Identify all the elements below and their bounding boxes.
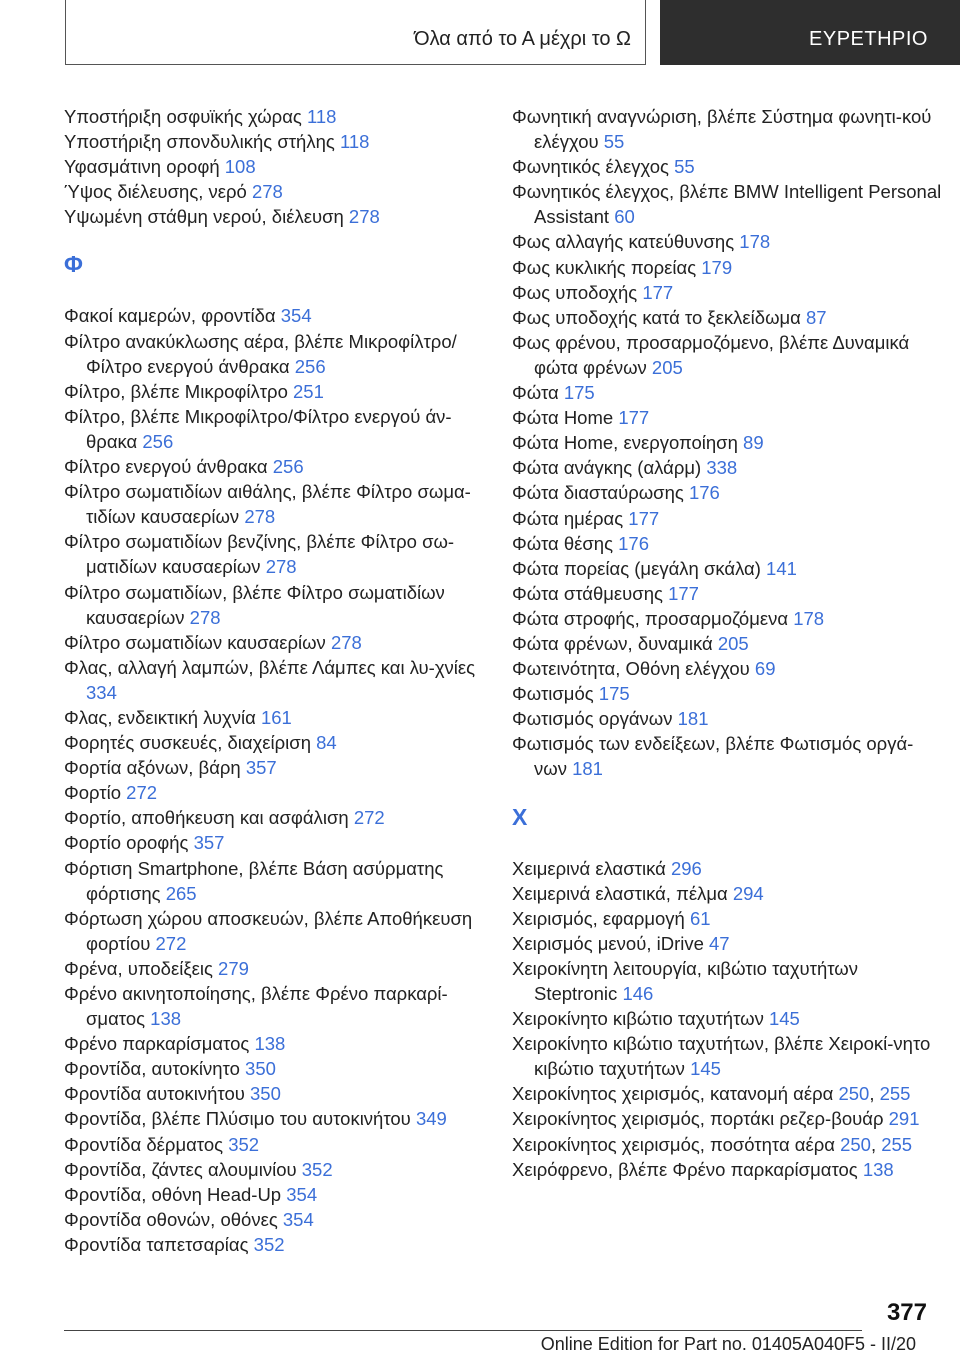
page-link[interactable]: 138 — [254, 1033, 286, 1055]
index-entry — [64, 1157, 494, 1182]
page-link[interactable]: 250 — [840, 1133, 871, 1155]
index-entry-text: Χειρισμός μενού, iDrive — [512, 932, 704, 954]
index-entry-text: Φόρτιση Smartphone, βλέπε Βάση ασύρματης φόρτισης — [64, 857, 444, 904]
page-link[interactable]: 55 — [603, 131, 625, 153]
index-entry-text: Φίλτρο σωματιδίων αιθάλης, βλέπε Φίλτρο σωμα‐τιδίων καυσαερίων — [64, 481, 471, 528]
page-link[interactable]: 278 — [348, 206, 380, 228]
index-entry — [64, 805, 494, 830]
index-entry-text: Φλας, αλλαγή λαμπών, βλέπε Λάμπες και λυ‐χνίες — [64, 656, 476, 678]
index-entry-text: Υποστήριξη σπονδυλικής στήλης — [64, 131, 335, 153]
index-entry-text: Χειμερινά ελαστικά, πέλμα — [512, 882, 728, 904]
index-entry-text: Φίλτρο, βλέπε Μικροφίλτρο — [64, 380, 288, 402]
page-link[interactable]: 256 — [294, 355, 326, 377]
index-entry — [64, 154, 494, 179]
index-entry — [512, 1081, 942, 1106]
page-link[interactable]: 205 — [651, 356, 683, 378]
index-entry — [64, 1056, 494, 1081]
index-entry-text: Φίλτρο ανακύκλωσης αέρα, βλέπε Μικροφίλτρο/Φίλτρο ενεργού άνθρακα — [64, 330, 457, 377]
page-link[interactable]: 177 — [628, 507, 660, 529]
page-link[interactable]: 177 — [668, 582, 699, 604]
page-link[interactable]: 181 — [572, 758, 603, 780]
page-link[interactable]: 296 — [670, 857, 702, 879]
index-entry — [64, 755, 494, 780]
index-entry-text: Υψωμένη στάθμη νερού, διέλευση — [64, 206, 344, 228]
index-entry-text: Φωτισμός οργάνων — [512, 708, 673, 730]
page-link[interactable]: 278 — [330, 631, 362, 653]
index-entry — [64, 379, 494, 404]
index-entry — [512, 1031, 942, 1081]
index-entry-text: Φώτα θέσης — [512, 532, 613, 554]
index-column-right — [512, 104, 942, 1182]
index-entry-text: Φως υποδοχής — [512, 281, 638, 303]
page-link[interactable]: 178 — [739, 231, 771, 253]
page-link[interactable]: 278 — [251, 181, 283, 203]
index-entry — [64, 1207, 494, 1232]
page-link[interactable]: 176 — [618, 532, 649, 554]
index-letter-heading: Χ — [512, 803, 528, 830]
index-letter-heading: Φ — [64, 251, 83, 278]
page-link[interactable]: 141 — [766, 557, 797, 579]
page-separator: , — [869, 1083, 875, 1105]
index-entry — [512, 656, 942, 681]
page-link[interactable]: 255 — [879, 1083, 911, 1105]
page-link[interactable]: 178 — [793, 607, 825, 629]
index-entry-text: Φώτα — [512, 382, 559, 404]
index-entry-text: Φροντίδα, ζάντες αλουμινίου — [64, 1158, 297, 1180]
page-link[interactable]: 89 — [743, 432, 764, 454]
index-entry — [512, 480, 942, 505]
index-entry — [64, 1031, 494, 1056]
index-entry — [64, 479, 494, 529]
page-link[interactable]: 205 — [717, 632, 749, 654]
index-entry — [64, 906, 494, 956]
edition-footer: Online Edition for Part no. 01405A040F5 - II/20 — [540, 1334, 916, 1354]
index-entry-text: Χειρόφρενο, βλέπε Φρένο παρκαρίσματος — [512, 1158, 858, 1180]
chapter-title: ΕΥΡΕΤΗΡΙΟ — [809, 28, 928, 50]
index-entry-text: Φίλτρο σωματιδίων βενζίνης, βλέπε Φίλτρο σω‐ματιδίων καυσαερίων — [64, 531, 455, 578]
index-entry-text: Φώτα στροφής, προσαρμοζόμενα — [512, 607, 789, 629]
index-entry-text: Χειροκίνητη λειτουργία, κιβώτιο ταχυτήτων Steptronic — [512, 957, 858, 1004]
index-entry — [64, 329, 494, 379]
index-entry-text: Φροντίδα αυτοκινήτου — [64, 1083, 245, 1105]
index-entry-text: Φίλτρο ενεργού άνθρακα — [64, 456, 268, 478]
index-entry-text: Φωνητικός έλεγχος — [512, 156, 669, 178]
page-link[interactable]: 250 — [838, 1083, 870, 1105]
index-entry — [64, 705, 494, 730]
index-entry — [64, 630, 494, 655]
page-link[interactable]: 145 — [768, 1008, 800, 1030]
page-link[interactable]: 357 — [193, 832, 225, 854]
page-link[interactable]: 176 — [688, 482, 720, 504]
page-link[interactable]: 350 — [250, 1083, 281, 1105]
index-entry-text: Φώτα ανάγκης (αλάρμ) — [512, 457, 702, 479]
index-entry — [64, 780, 494, 805]
index-entry-text: Φορητές συσκευές, διαχείριση — [64, 732, 311, 754]
page-link[interactable]: 352 — [228, 1133, 260, 1155]
index-entry — [512, 305, 942, 330]
index-entry-text: Φροντίδα δέρματος — [64, 1133, 224, 1155]
index-entry-text: Φορτίο, αποθήκευση και ασφάλιση — [64, 807, 349, 829]
index-entry-text: Φωνητική αναγνώριση, βλέπε Σύστημα φωνητι‐κού ελέγχου — [512, 106, 932, 153]
index-entry-text: Φροντίδα, οθόνη Head-Up — [64, 1183, 282, 1205]
page-link[interactable]: 145 — [690, 1058, 721, 1080]
index-entry-text: Φώτα πορείας (μεγάλη σκάλα) — [512, 557, 761, 579]
page-link[interactable]: 161 — [260, 706, 292, 728]
page-number: 377 — [886, 1299, 927, 1326]
header-chapter-tab[interactable] — [660, 0, 960, 65]
index-entry-text: Χειροκίνητος χειρισμός, κατανομή αέρα — [512, 1083, 834, 1105]
section-title: Όλα από το Α μέχρι το Ω — [414, 28, 631, 50]
index-entry — [512, 931, 942, 956]
index-entry — [64, 129, 494, 154]
index-entry-text: Φως αλλαγής κατεύθυνσης — [512, 231, 735, 253]
index-entry-text: Φρένα, υποδείξεις — [64, 957, 213, 979]
index-entry-text: Φωτισμός των ενδείξεων, βλέπε Φωτισμός οργά‐νων — [512, 733, 914, 780]
page-link[interactable]: 118 — [339, 131, 370, 153]
page-link[interactable]: 181 — [677, 708, 709, 730]
index-entry-text: Φορτίο — [64, 782, 122, 804]
page-link[interactable]: 146 — [622, 983, 654, 1004]
index-entry — [512, 154, 942, 179]
index-entry — [512, 380, 942, 405]
index-entry — [512, 179, 942, 229]
index-entry-text: Υφασμάτινη οροφή — [64, 156, 220, 178]
index-entry-text: Φίλτρο σωματιδίων, βλέπε Φίλτρο σωματιδίων καυσαερίων — [64, 581, 445, 628]
page-link[interactable]: 278 — [244, 506, 276, 528]
index-entry-text: Φως υποδοχής κατά το ξεκλείδωμα — [512, 306, 801, 328]
index-column-left — [64, 104, 494, 1257]
index-entry — [64, 404, 494, 454]
page-link[interactable]: 256 — [272, 456, 304, 478]
index-entry — [512, 581, 942, 606]
index-entry — [64, 655, 494, 705]
page-link[interactable]: 278 — [265, 556, 297, 578]
index-entry — [512, 1157, 942, 1182]
page-link[interactable]: 272 — [155, 932, 187, 954]
index-entry-text: Φροντίδα, βλέπε Πλύσιμο του αυτοκινήτου — [64, 1108, 411, 1130]
index-entry-text: Φρένο παρκαρίσματος — [64, 1033, 250, 1055]
index-entry — [512, 506, 942, 531]
index-entry — [512, 531, 942, 556]
footer-divider — [64, 1330, 862, 1331]
page-link[interactable]: 272 — [353, 807, 385, 829]
index-entry-text: Φίλτρο σωματιδίων καυσαερίων — [64, 631, 326, 653]
index-entry-text: Φλας, ενδεικτική λυχνία — [64, 706, 256, 728]
page-link[interactable]: 60 — [614, 206, 635, 228]
page-link[interactable]: 338 — [706, 457, 738, 479]
index-entry — [512, 631, 942, 656]
page-link[interactable]: 177 — [642, 281, 674, 303]
index-entry — [64, 303, 494, 328]
index-entry-text: Φώτα ημέρας — [512, 507, 624, 529]
index-entry — [64, 454, 494, 479]
index-entry — [64, 1182, 494, 1207]
index-entry — [512, 104, 942, 154]
index-entry — [512, 280, 942, 305]
page-link[interactable]: 255 — [881, 1133, 913, 1155]
page-link[interactable]: 352 — [253, 1233, 285, 1255]
index-entry-text: Υποστήριξη οσφυϊκής χώρας — [64, 106, 302, 127]
index-entry — [64, 856, 494, 906]
index-entry — [64, 730, 494, 755]
index-entry-text: Φως φρένου, προσαρμοζόμενο, βλέπε Δυναμικά φώτα φρένων — [512, 331, 910, 378]
page-link[interactable]: 118 — [306, 106, 337, 127]
index-entry — [512, 455, 942, 480]
index-entry — [512, 706, 942, 731]
index-entry — [512, 881, 942, 906]
page-link[interactable]: 55 — [674, 156, 695, 178]
index-entry — [512, 330, 942, 380]
index-entry-text: Φωτεινότητα, Οθόνη ελέγχου — [512, 658, 750, 680]
page-link[interactable]: 352 — [301, 1158, 333, 1180]
index-entry-text: Φορτίο οροφής — [64, 832, 189, 854]
page-link[interactable]: 47 — [709, 932, 730, 954]
index-entry — [64, 104, 494, 129]
index-entry-text: Χειροκίνητος χειρισμός, ποσότητα αέρα — [512, 1133, 835, 1155]
index-entry-text: Χειροκίνητο κιβώτιο ταχυτήτων, βλέπε Χειροκί‐νητο κιβώτιο ταχυτήτων — [512, 1033, 931, 1080]
index-entry — [512, 1006, 942, 1031]
index-entry — [64, 1232, 494, 1257]
page-link[interactable]: 108 — [224, 156, 256, 178]
index-entry-text: Φώτα Home, ενεργοποίηση — [512, 432, 738, 454]
index-entry-text: Φόρτωση χώρου αποσκευών, βλέπε Αποθήκευση φορτίου — [64, 907, 473, 954]
index-entry-text: Φωτισμός — [512, 683, 594, 705]
index-entry — [64, 529, 494, 579]
index-entry — [64, 830, 494, 855]
page-link[interactable]: 265 — [165, 882, 197, 904]
index-entry — [512, 856, 942, 881]
index-entry-text: Φροντίδα ταπετσαρίας — [64, 1233, 249, 1255]
page-link[interactable]: 354 — [280, 305, 312, 327]
index-entry-text: Φώτα στάθμευσης — [512, 582, 663, 604]
header-section-box — [65, 0, 646, 65]
page-link[interactable]: 334 — [86, 681, 117, 703]
index-entry — [64, 1132, 494, 1157]
page-link[interactable]: 175 — [598, 683, 630, 705]
index-entry-text: Φροντίδα οθονών, οθόνες — [64, 1208, 278, 1230]
page-link[interactable]: 87 — [806, 306, 827, 328]
index-entry — [512, 556, 942, 581]
index-entry — [512, 681, 942, 706]
page-link[interactable]: 349 — [415, 1108, 447, 1130]
index-entry — [512, 731, 942, 781]
index-entry — [512, 405, 942, 430]
index-entry-text: Φορτία αξόνων, βάρη — [64, 757, 241, 779]
index-entry — [64, 1106, 494, 1131]
page-link[interactable]: 357 — [245, 757, 277, 779]
index-entry-text: Φώτα διασταύρωσης — [512, 482, 684, 504]
page-link[interactable]: 350 — [245, 1058, 276, 1080]
page-link[interactable]: 138 — [150, 1008, 182, 1030]
index-entry-text: Χειροκίνητο κιβώτιο ταχυτήτων — [512, 1008, 764, 1030]
index-entry — [512, 1132, 942, 1157]
page-link[interactable]: 272 — [126, 782, 158, 804]
page-link[interactable]: 179 — [701, 256, 733, 278]
page-link[interactable]: 279 — [218, 957, 249, 979]
index-entry — [64, 179, 494, 204]
index-entry-text: Φώτα φρένων, δυναμικά — [512, 632, 713, 654]
index-entry — [512, 229, 942, 254]
page-link[interactable]: 291 — [888, 1108, 920, 1130]
page-link[interactable]: 278 — [189, 606, 221, 628]
index-entry-text: Φώτα Home — [512, 407, 614, 429]
page-link[interactable]: 138 — [862, 1158, 894, 1180]
page-link[interactable]: 294 — [732, 882, 764, 904]
index-entry — [512, 430, 942, 455]
index-entry — [64, 580, 494, 630]
index-entry — [64, 204, 494, 229]
index-entry-text: Φίλτρο, βλέπε Μικροφίλτρο/Φίλτρο ενεργού άν‐θρακα — [64, 405, 452, 452]
index-entry — [64, 956, 494, 981]
index-entry — [512, 1106, 942, 1131]
index-entry — [512, 255, 942, 280]
index-entry — [64, 981, 494, 1031]
index-entry — [64, 1081, 494, 1106]
index-entry — [512, 906, 942, 931]
index-entry-text: Φωνητικός έλεγχος, βλέπε BMW Intelligent Personal Assistant — [512, 181, 942, 228]
page-link[interactable]: 256 — [142, 430, 174, 452]
index-entry — [512, 606, 942, 631]
index-entry-text: Χειρισμός, εφαρμογή — [512, 907, 685, 929]
index-entry-text: Φρένο ακινητοποίησης, βλέπε Φρένο παρκαρί‐σματος — [64, 983, 448, 1030]
index-entry-text: Φροντίδα, αυτοκίνητο — [64, 1058, 240, 1080]
index-entry-text: Φακοί καμερών, φροντίδα — [64, 305, 276, 327]
page-link[interactable]: 175 — [563, 382, 595, 404]
index-entry — [512, 956, 942, 1006]
page-link[interactable]: 84 — [316, 732, 337, 754]
index-entry-text: Φως κυκλικής πορείας — [512, 256, 697, 278]
page-link[interactable]: 354 — [286, 1183, 318, 1205]
page-link[interactable]: 61 — [689, 907, 711, 929]
index-entry-text: Χειροκίνητος χειρισμός, πορτάκι ρεζερ‐βουάρ — [512, 1108, 884, 1130]
page-link[interactable]: 251 — [293, 380, 324, 402]
index-entry-text: Χειμερινά ελαστικά — [512, 857, 666, 879]
index-entry-text: Ύψος διέλευσης, νερό — [64, 181, 247, 203]
page-link[interactable]: 354 — [282, 1208, 314, 1230]
page-link[interactable]: 177 — [618, 407, 650, 429]
page-separator: , — [870, 1133, 877, 1155]
page-link[interactable]: 69 — [754, 658, 776, 680]
